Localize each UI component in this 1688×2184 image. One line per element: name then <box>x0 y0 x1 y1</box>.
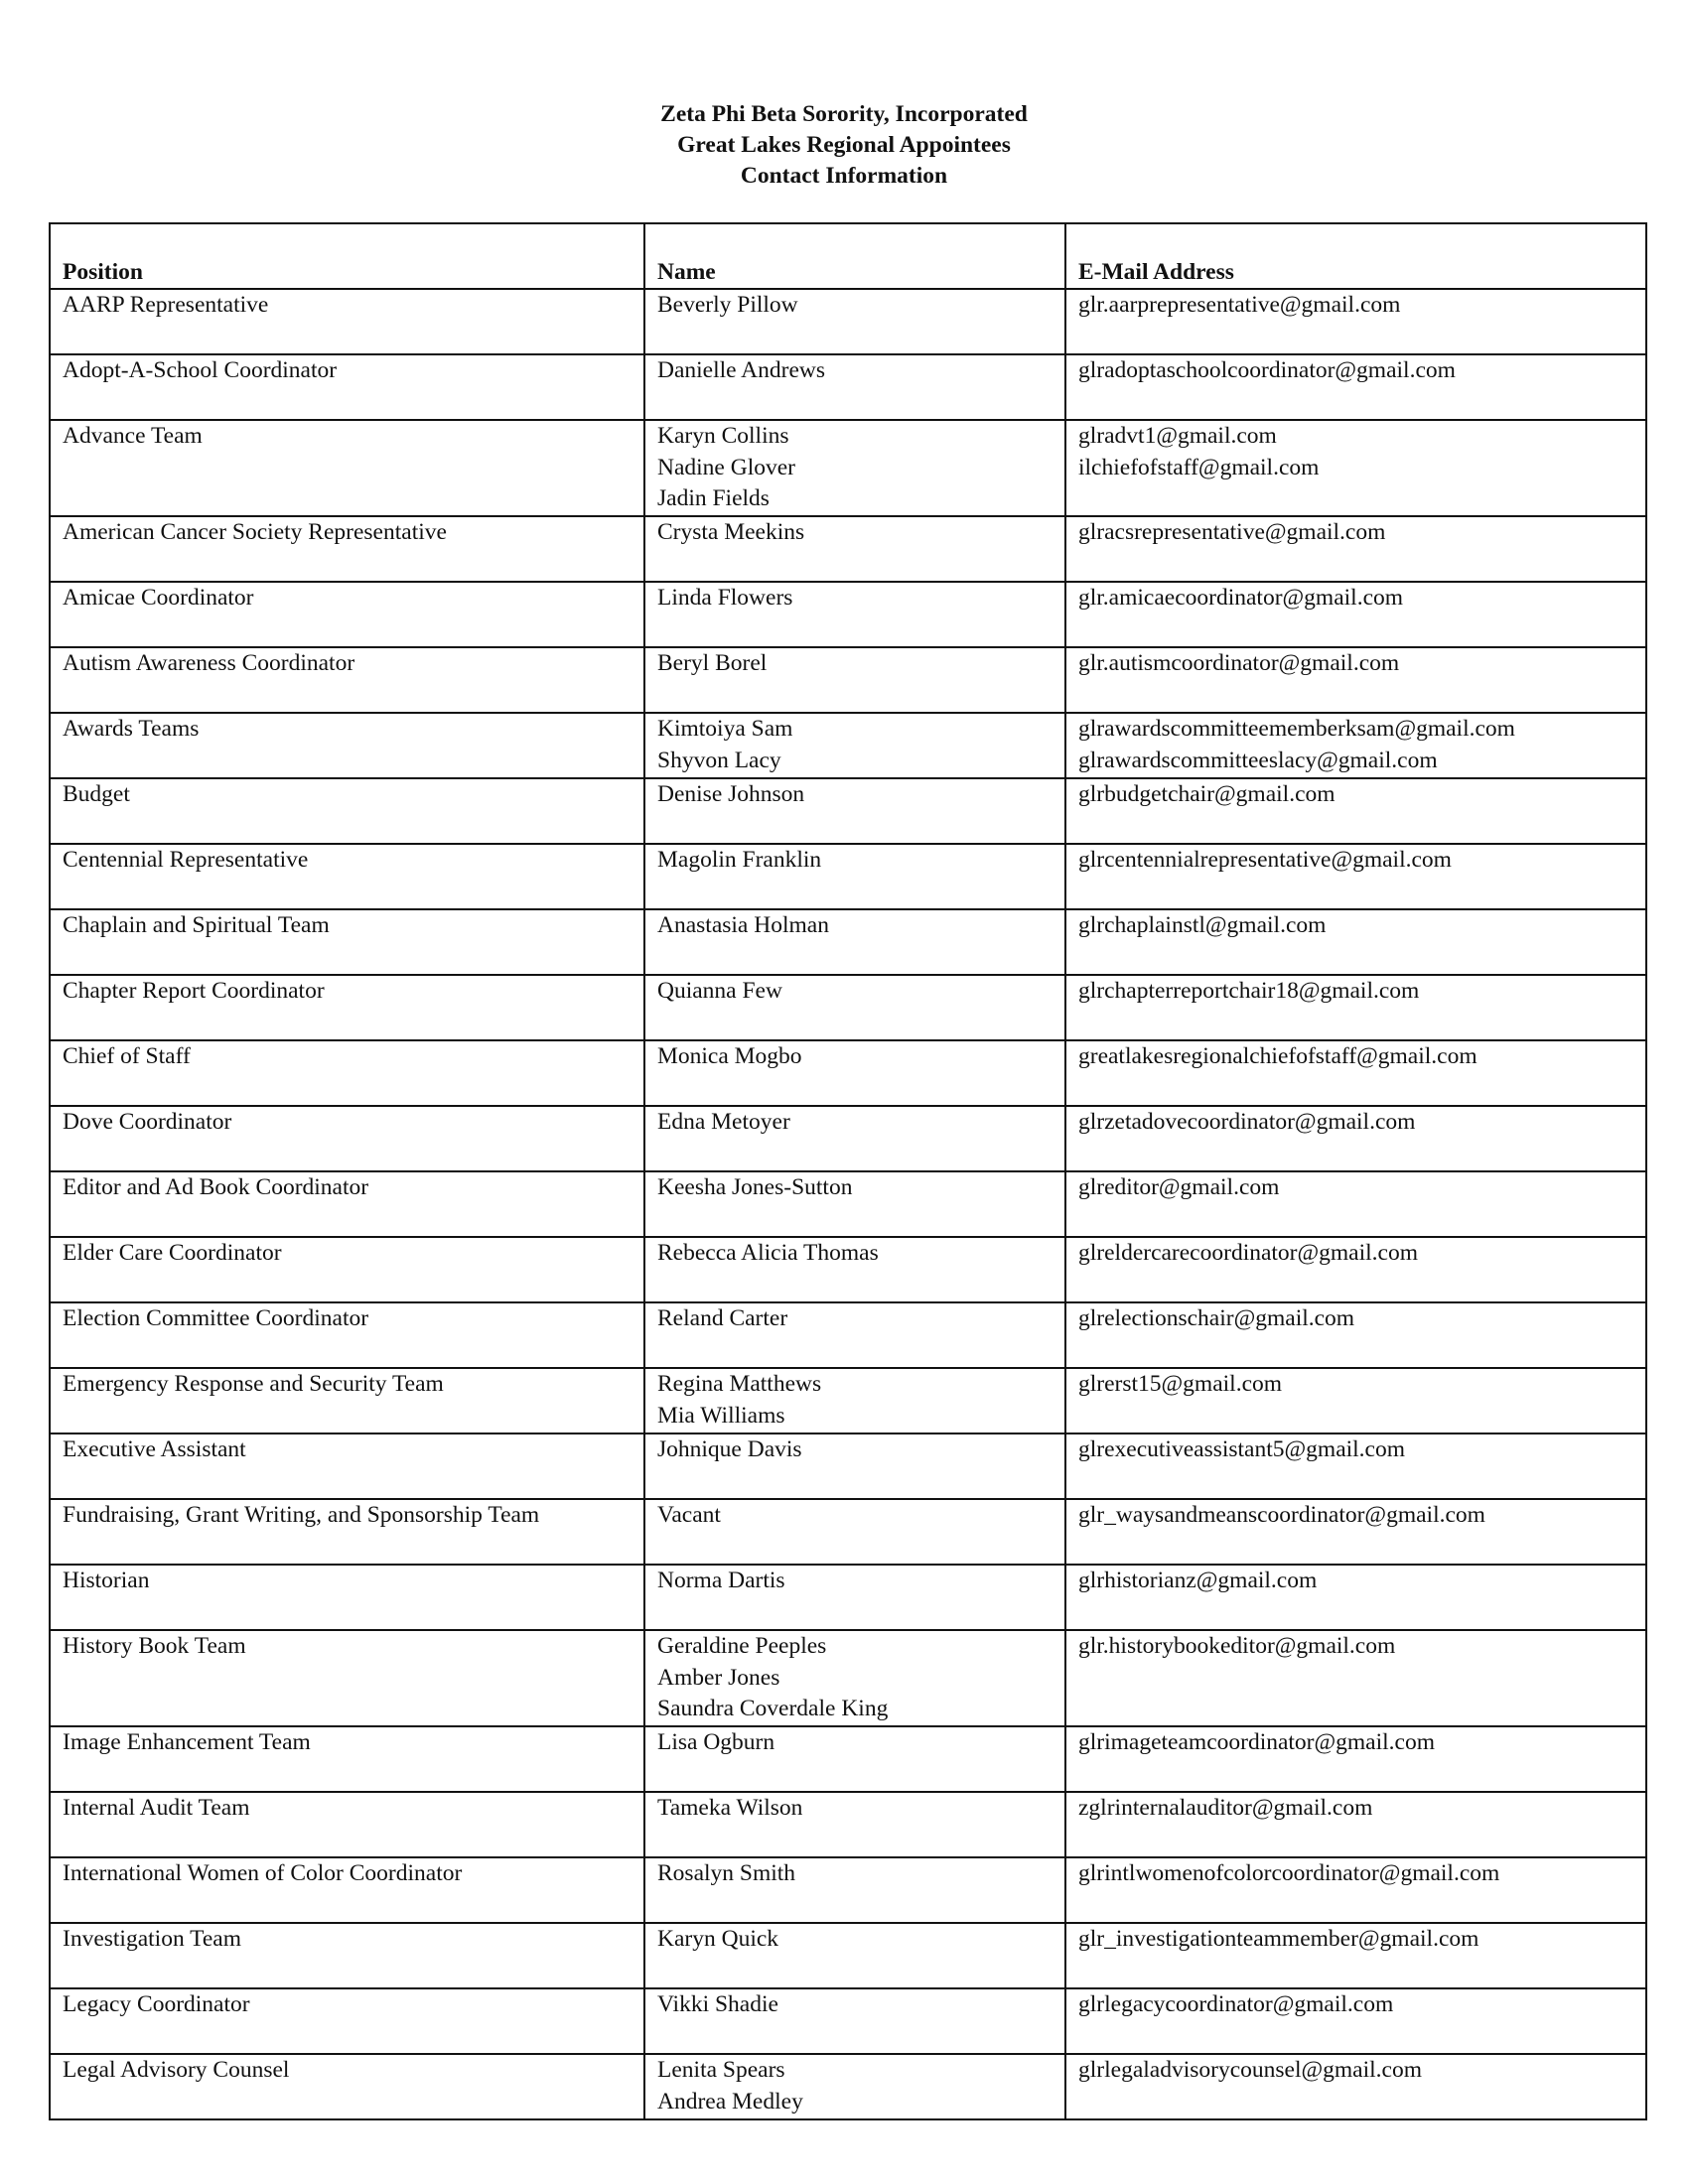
organization-title: Zeta Phi Beta Sorority, Incorporated <box>660 101 1028 127</box>
email-cell <box>1065 1237 1646 1302</box>
appointee-name: Shyvon Lacy <box>657 747 781 773</box>
position-cell: Legacy Coordinator <box>50 1988 644 2054</box>
table-row <box>50 420 1646 516</box>
appointee-name: Monica Mogbo <box>657 1043 802 1069</box>
appointee-name: Amber Jones <box>657 1664 780 1691</box>
position-cell: Elder Care Coordinator <box>50 1237 644 1302</box>
table-row <box>50 909 1646 975</box>
name-cell <box>644 1106 1065 1171</box>
email-cell <box>1065 844 1646 909</box>
email-address: glrchapterreportchair18@gmail.com <box>1078 978 1420 1004</box>
email-cell <box>1065 354 1646 420</box>
appointee-name: Linda Flowers <box>657 585 793 611</box>
position-cell: Chapter Report Coordinator <box>50 975 644 1040</box>
document-title: Contact Information <box>740 163 948 189</box>
position-cell: Legal Advisory Counsel <box>50 2054 644 2119</box>
email-address: zglrinternalauditor@gmail.com <box>1078 1795 1373 1821</box>
email-address: glrawardscommitteememberksam@gmail.com <box>1078 716 1515 742</box>
name-cell <box>644 1726 1065 1792</box>
email-address: glradoptaschoolcoordinator@gmail.com <box>1078 357 1456 383</box>
email-address: glrintlwomenofcolorcoordinator@gmail.com <box>1078 1860 1500 1886</box>
position-cell: Centennial Representative <box>50 844 644 909</box>
table-row <box>50 1857 1646 1923</box>
document-subtitle: Great Lakes Regional Appointees <box>677 132 1011 158</box>
email-cell <box>1065 713 1646 778</box>
email-cell <box>1065 1499 1646 1565</box>
document-header <box>0 99 1688 192</box>
appointee-name: Lisa Ogburn <box>657 1729 775 1755</box>
name-cell <box>644 778 1065 844</box>
name-cell <box>644 975 1065 1040</box>
email-cell <box>1065 647 1646 713</box>
appointee-name: Geraldine Peeples <box>657 1633 827 1659</box>
email-cell <box>1065 909 1646 975</box>
email-address: glrerst15@gmail.com <box>1078 1371 1283 1397</box>
appointee-name: Rosalyn Smith <box>657 1860 796 1886</box>
email-address: glr.autismcoordinator@gmail.com <box>1078 650 1400 676</box>
email-address: glradvt1@gmail.com <box>1078 423 1277 449</box>
table-row <box>50 778 1646 844</box>
email-address: glrchaplainstl@gmail.com <box>1078 912 1327 938</box>
table-row <box>50 1792 1646 1857</box>
name-cell <box>644 713 1065 778</box>
email-cell <box>1065 1302 1646 1368</box>
appointee-name: Vacant <box>657 1502 721 1528</box>
position-cell: Amicae Coordinator <box>50 582 644 647</box>
name-cell <box>644 844 1065 909</box>
appointee-name: Keesha Jones-Sutton <box>657 1174 853 1200</box>
table-row <box>50 582 1646 647</box>
position-cell: History Book Team <box>50 1630 644 1726</box>
appointee-name: Regina Matthews <box>657 1371 822 1397</box>
email-address: glrzetadovecoordinator@gmail.com <box>1078 1109 1416 1135</box>
name-cell <box>644 1988 1065 2054</box>
position-cell: International Women of Color Coordinator <box>50 1857 644 1923</box>
email-cell <box>1065 1106 1646 1171</box>
position-cell: Budget <box>50 778 644 844</box>
email-address: glr.aarprepresentative@gmail.com <box>1078 292 1401 318</box>
table-row <box>50 1726 1646 1792</box>
position-cell: AARP Representative <box>50 289 644 354</box>
name-cell <box>644 1923 1065 1988</box>
email-cell <box>1065 516 1646 582</box>
email-address: glreldercarecoordinator@gmail.com <box>1078 1240 1419 1266</box>
name-cell <box>644 2054 1065 2119</box>
position-cell: Awards Teams <box>50 713 644 778</box>
email-address: glracsrepresentative@gmail.com <box>1078 519 1386 545</box>
name-cell <box>644 1565 1065 1630</box>
appointee-name: Vikki Shadie <box>657 1991 778 2017</box>
email-address: ilchiefofstaff@gmail.com <box>1078 454 1320 480</box>
email-address: glrelectionschair@gmail.com <box>1078 1305 1355 1331</box>
contacts-table <box>49 222 1647 2120</box>
name-cell <box>644 1630 1065 1726</box>
position-cell: Dove Coordinator <box>50 1106 644 1171</box>
table-row <box>50 1106 1646 1171</box>
email-cell <box>1065 1040 1646 1106</box>
email-cell <box>1065 1923 1646 1988</box>
appointee-name: Andrea Medley <box>657 2088 803 2115</box>
email-cell <box>1065 1171 1646 1237</box>
position-cell: Executive Assistant <box>50 1433 644 1499</box>
name-cell <box>644 1792 1065 1857</box>
appointee-name: Beryl Borel <box>657 650 768 676</box>
appointee-name: Jadin Fields <box>657 485 770 511</box>
appointee-name: Mia Williams <box>657 1402 785 1429</box>
table-row <box>50 1433 1646 1499</box>
appointee-name: Denise Johnson <box>657 781 805 807</box>
name-cell <box>644 289 1065 354</box>
email-cell <box>1065 1368 1646 1433</box>
name-cell <box>644 420 1065 516</box>
name-cell <box>644 1433 1065 1499</box>
table-row <box>50 1171 1646 1237</box>
name-cell <box>644 1237 1065 1302</box>
appointee-name: Reland Carter <box>657 1305 788 1331</box>
email-cell <box>1065 1565 1646 1630</box>
table-row <box>50 844 1646 909</box>
email-address: glr.historybookeditor@gmail.com <box>1078 1633 1396 1659</box>
position-cell: Investigation Team <box>50 1923 644 1988</box>
position-cell: Autism Awareness Coordinator <box>50 647 644 713</box>
name-cell <box>644 1857 1065 1923</box>
table-row <box>50 1499 1646 1565</box>
email-address: glrexecutiveassistant5@gmail.com <box>1078 1436 1406 1462</box>
column-header-position: Position <box>50 223 644 289</box>
appointee-name: Crysta Meekins <box>657 519 805 545</box>
appointee-name: Kimtoiya Sam <box>657 716 793 742</box>
email-cell <box>1065 2054 1646 2119</box>
position-cell: Adopt-A-School Coordinator <box>50 354 644 420</box>
appointee-name: Karyn Collins <box>657 423 789 449</box>
name-cell <box>644 354 1065 420</box>
table-header-row <box>50 223 1646 289</box>
table-row <box>50 1302 1646 1368</box>
email-address: glrcentennialrepresentative@gmail.com <box>1078 847 1452 873</box>
position-cell: Internal Audit Team <box>50 1792 644 1857</box>
table-row <box>50 2054 1646 2119</box>
email-cell <box>1065 420 1646 516</box>
name-cell <box>644 1368 1065 1433</box>
position-cell: Chaplain and Spiritual Team <box>50 909 644 975</box>
email-address: glrawardscommitteeslacy@gmail.com <box>1078 747 1438 773</box>
table-row <box>50 289 1646 354</box>
appointee-name: Tameka Wilson <box>657 1795 803 1821</box>
email-address: glr.amicaecoordinator@gmail.com <box>1078 585 1404 611</box>
appointee-name: Johnique Davis <box>657 1436 802 1462</box>
appointee-name: Lenita Spears <box>657 2057 785 2083</box>
email-cell <box>1065 1433 1646 1499</box>
email-address: greatlakesregionalchiefofstaff@gmail.com <box>1078 1043 1477 1069</box>
name-cell <box>644 1302 1065 1368</box>
table-row <box>50 713 1646 778</box>
email-cell <box>1065 1988 1646 2054</box>
appointee-name: Norma Dartis <box>657 1568 785 1593</box>
email-cell <box>1065 975 1646 1040</box>
table-row <box>50 1988 1646 2054</box>
email-cell <box>1065 1792 1646 1857</box>
position-cell: Image Enhancement Team <box>50 1726 644 1792</box>
appointee-name: Nadine Glover <box>657 454 795 480</box>
email-address: glrlegaladvisorycounsel@gmail.com <box>1078 2057 1422 2083</box>
appointee-name: Karyn Quick <box>657 1926 779 1952</box>
email-cell <box>1065 1857 1646 1923</box>
appointee-name: Danielle Andrews <box>657 357 826 383</box>
appointee-name: Anastasia Holman <box>657 912 829 938</box>
table-row <box>50 1630 1646 1726</box>
column-header-email: E-Mail Address <box>1065 223 1646 289</box>
position-cell: Emergency Response and Security Team <box>50 1368 644 1433</box>
table-row <box>50 1237 1646 1302</box>
email-address: glrimageteamcoordinator@gmail.com <box>1078 1729 1436 1755</box>
table-row <box>50 975 1646 1040</box>
table-body <box>50 289 1646 2119</box>
email-cell <box>1065 778 1646 844</box>
appointee-name: Edna Metoyer <box>657 1109 790 1135</box>
position-cell: Chief of Staff <box>50 1040 644 1106</box>
email-address: glr_investigationteammember@gmail.com <box>1078 1926 1479 1952</box>
name-cell <box>644 1040 1065 1106</box>
email-address: glreditor@gmail.com <box>1078 1174 1280 1200</box>
table-row <box>50 647 1646 713</box>
email-cell <box>1065 289 1646 354</box>
table-row <box>50 1565 1646 1630</box>
position-cell: Historian <box>50 1565 644 1630</box>
email-cell <box>1065 1726 1646 1792</box>
appointee-name: Magolin Franklin <box>657 847 822 873</box>
name-cell <box>644 582 1065 647</box>
name-cell <box>644 647 1065 713</box>
email-cell <box>1065 582 1646 647</box>
table-row <box>50 354 1646 420</box>
position-cell: Advance Team <box>50 420 644 516</box>
table-row <box>50 1923 1646 1988</box>
name-cell <box>644 1171 1065 1237</box>
appointee-name: Quianna Few <box>657 978 782 1004</box>
position-cell: Editor and Ad Book Coordinator <box>50 1171 644 1237</box>
position-cell: Election Committee Coordinator <box>50 1302 644 1368</box>
table-row <box>50 1040 1646 1106</box>
name-cell <box>644 1499 1065 1565</box>
email-address: glrhistorianz@gmail.com <box>1078 1568 1318 1593</box>
appointee-name: Saundra Coverdale King <box>657 1696 889 1721</box>
position-cell: American Cancer Society Representative <box>50 516 644 582</box>
table-row <box>50 516 1646 582</box>
position-cell: Fundraising, Grant Writing, and Sponsorship Team <box>50 1499 644 1565</box>
appointee-name: Beverly Pillow <box>657 292 798 318</box>
name-cell <box>644 516 1065 582</box>
email-cell <box>1065 1630 1646 1726</box>
email-address: glrlegacycoordinator@gmail.com <box>1078 1991 1394 2017</box>
table-row <box>50 1368 1646 1433</box>
name-cell <box>644 909 1065 975</box>
column-header-name: Name <box>644 223 1065 289</box>
email-address: glr_waysandmeanscoordinator@gmail.com <box>1078 1502 1485 1528</box>
email-address: glrbudgetchair@gmail.com <box>1078 781 1336 807</box>
appointee-name: Rebecca Alicia Thomas <box>657 1240 879 1266</box>
